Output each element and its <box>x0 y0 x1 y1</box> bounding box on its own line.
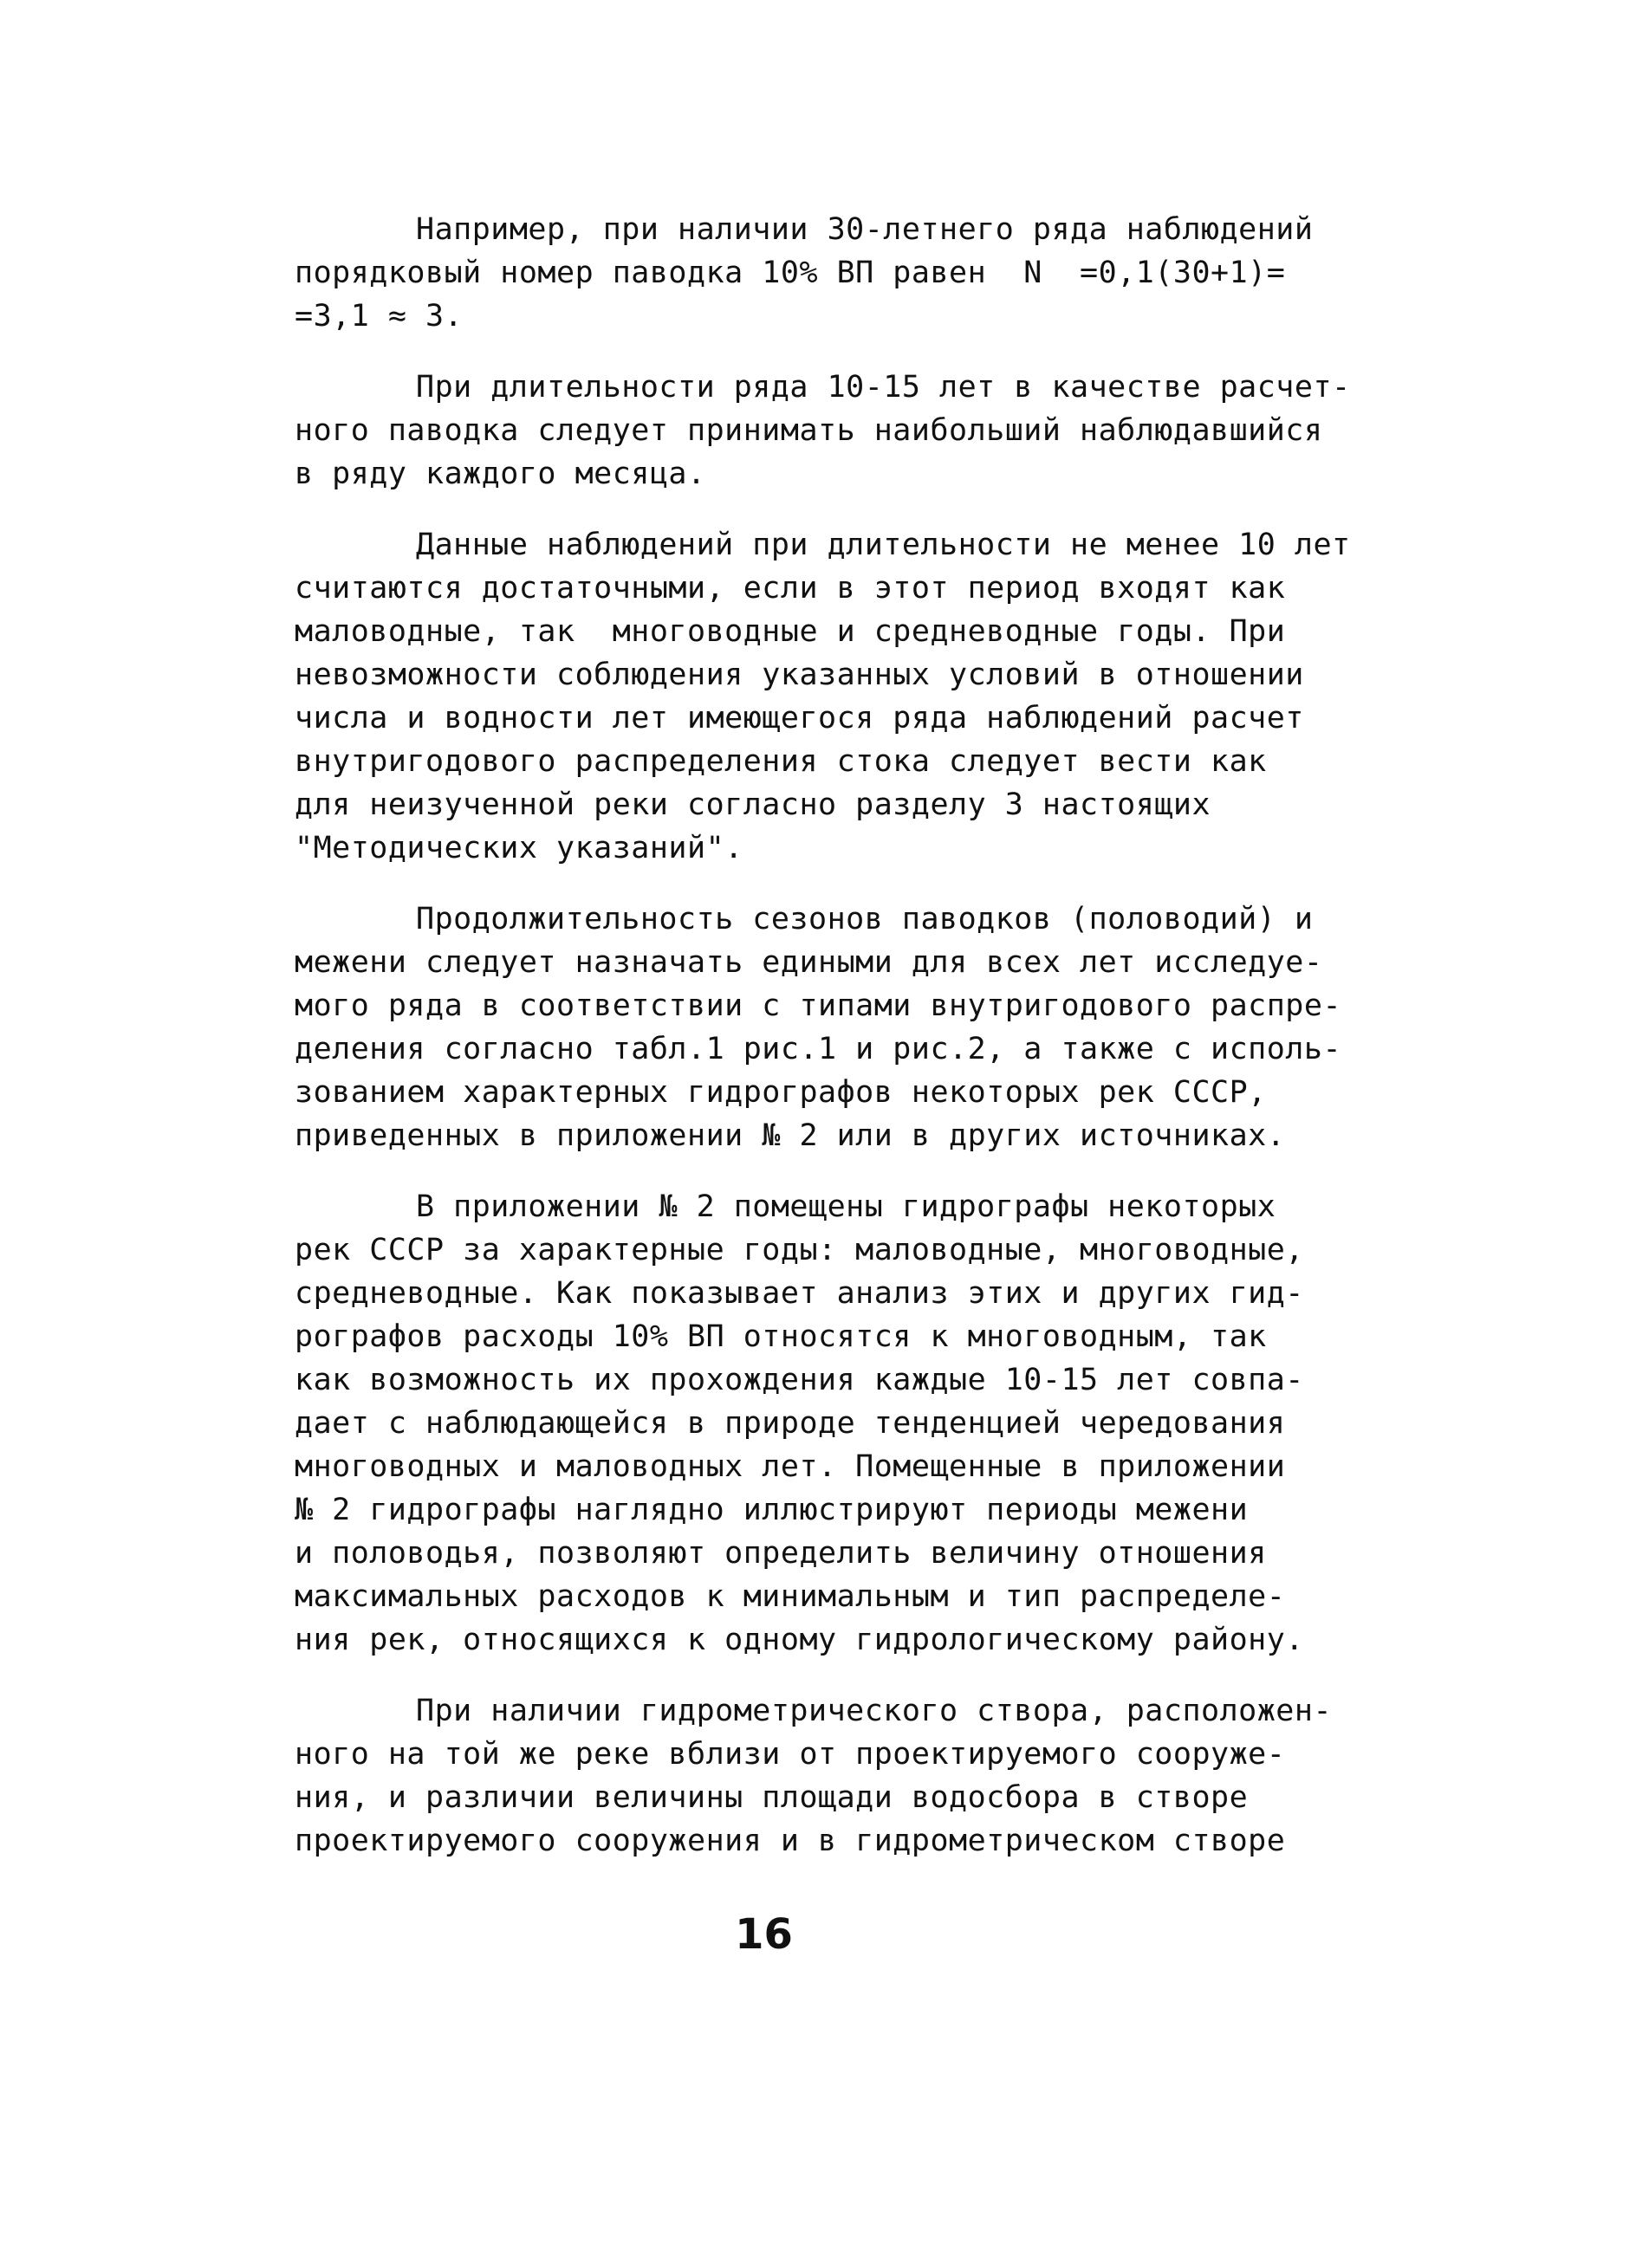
text-line: многоводных и маловодных лет. Помещенные в приложении <box>295 1449 1286 1484</box>
text-line: и половодья, позволяют определить величину отношения <box>295 1536 1267 1571</box>
text-line: При наличии гидрометрического створа, расположен- <box>416 1694 1333 1728</box>
paragraph-2 <box>295 366 1369 496</box>
text-line: В приложении № 2 помещены гидрографы некоторых <box>416 1189 1276 1224</box>
text-line: рографов расходы 10% ВП относятся к многоводным, так <box>295 1319 1267 1354</box>
text-line: ного паводка следует принимать наибольший наблюдавшийся <box>295 413 1323 448</box>
text-line: ного на той же реке вблизи от проектируемого сооруже- <box>295 1737 1286 1772</box>
text-line: =3,1 ≈ 3. <box>295 299 464 334</box>
text-line: средневодные. Как показывает анализ этих и других гид- <box>295 1276 1304 1311</box>
text-line: "Методических указаний". <box>295 831 743 865</box>
text-line: межени следует назначать едиными для всех лет исследуе- <box>295 945 1323 980</box>
text-line: рек СССР за характерные годы: маловодные, многоводные, <box>295 1233 1304 1267</box>
text-line: дает с наблюдающейся в природе тенденцией чередования <box>295 1406 1286 1441</box>
text-line: для неизученной реки согласно разделу 3 настоящих <box>295 787 1211 822</box>
text-line: Продолжительность сезонов паводков (половодий) и <box>416 902 1314 936</box>
text-line: внутригодового распределения стока следует вести как <box>295 744 1267 779</box>
text-line: в ряду каждого месяца. <box>295 457 706 491</box>
text-line: числа и водности лет имеющегося ряда наблюдений расчет <box>295 701 1304 735</box>
paragraph-5 <box>295 1185 1369 1662</box>
text-line: Данные наблюдений при длительности не менее 10 лет <box>416 528 1351 562</box>
paragraph-6 <box>295 1689 1369 1863</box>
page-number: 16 <box>735 1910 793 1959</box>
text-line: При длительности ряда 10-15 лет в качестве расчет- <box>416 370 1351 405</box>
text-line: № 2 гидрографы наглядно иллюстрируют периоды межени <box>295 1493 1249 1527</box>
text-line: деления согласно табл.1 рис.1 и рис.2, а также с исполь- <box>295 1032 1342 1066</box>
paragraph-1 <box>295 208 1369 338</box>
text-line: как возможность их прохождения каждые 10-15 лет совпа- <box>295 1363 1304 1397</box>
paragraph-4 <box>295 897 1369 1157</box>
text-line: приведенных в приложении № 2 или в других источниках. <box>295 1118 1286 1153</box>
paragraph-3 <box>295 523 1369 870</box>
text-line: проектируемого сооружения и в гидрометрическом створе <box>295 1824 1286 1858</box>
text-line: мого ряда в соответствии с типами внутригодового распре- <box>295 988 1342 1023</box>
text-line: Например, при наличии 30-летнего ряда наблюдений <box>416 212 1314 247</box>
text-line: порядковый номер паводка 10% ВП равен N =0,1(30+1)= <box>295 256 1286 290</box>
text-line: невозможности соблюдения указанных условий в отношении <box>295 658 1304 692</box>
text-line: максимальных расходов к минимальным и тип распределе- <box>295 1579 1286 1614</box>
text-line: ния рек, относящихся к одному гидрологическому району. <box>295 1623 1304 1657</box>
text-line: зованием характерных гидрографов некоторых рек СССР, <box>295 1075 1267 1110</box>
text-line: считаются достаточными, если в этот период входят как <box>295 571 1286 606</box>
text-line: маловодные, так многоводные и средневодные годы. При <box>295 614 1286 649</box>
body-text <box>295 208 1369 1863</box>
text-line: ния, и различии величины площади водосбора в створе <box>295 1780 1249 1815</box>
